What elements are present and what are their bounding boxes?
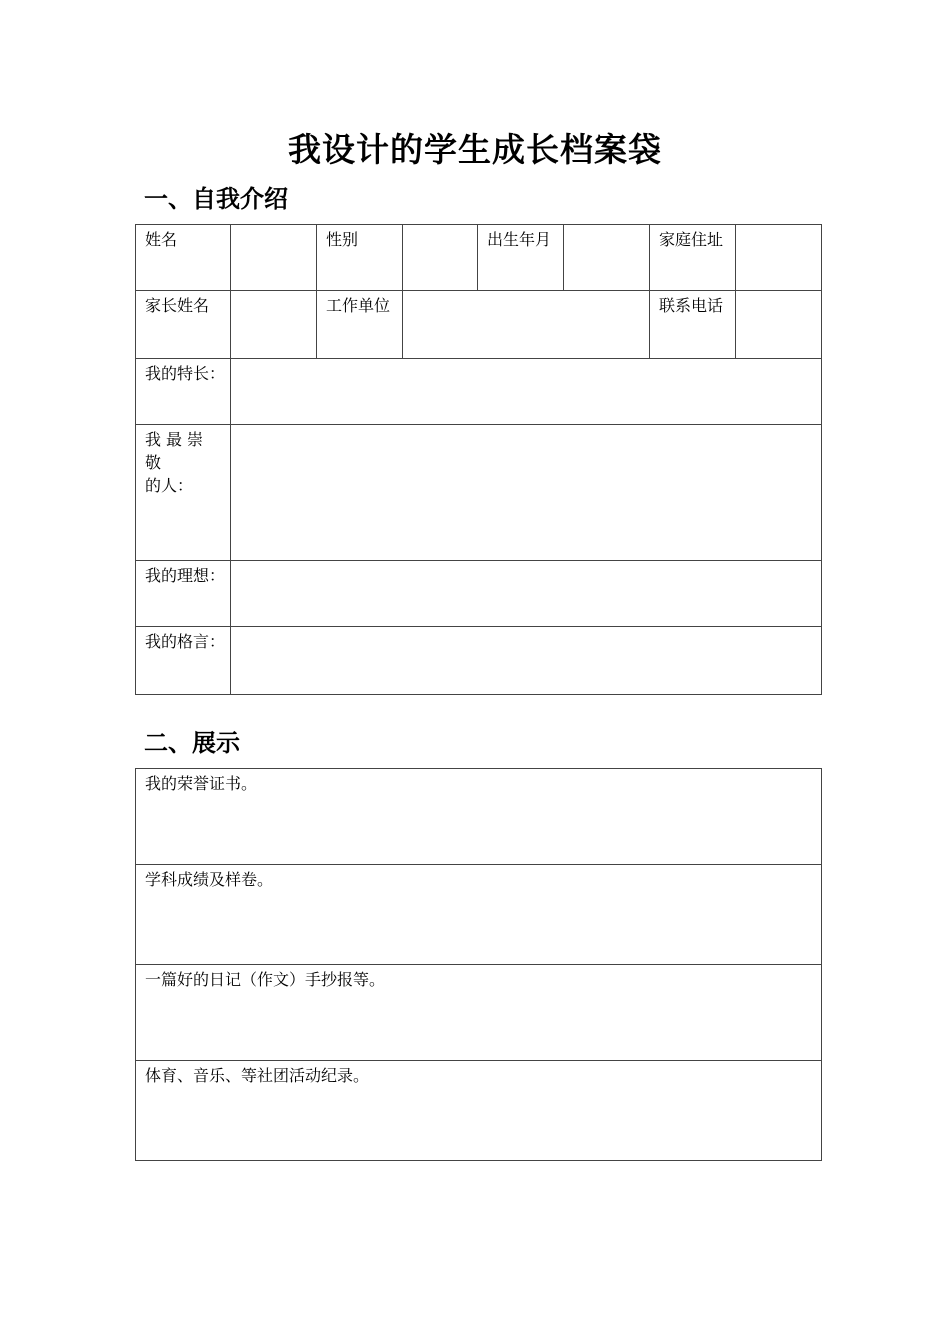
motto-value-cell[interactable] [231, 627, 822, 695]
showcase-table [135, 768, 822, 1161]
admired-person-label-line2: 的人： [145, 476, 194, 495]
motto-label: 我的格言： [136, 627, 231, 695]
parent-name-value-cell[interactable] [231, 291, 317, 359]
phone-value-cell[interactable] [736, 291, 822, 359]
showcase-item-honor-certificates[interactable]: 我的荣誉证书。 [136, 769, 822, 865]
work-unit-value-cell[interactable] [403, 291, 650, 359]
self-intro-table [135, 224, 822, 695]
phone-label: 联系电话 [650, 291, 736, 359]
ideal-value-cell[interactable] [231, 561, 822, 627]
name-label: 姓名 [136, 225, 231, 291]
section-heading-self-intro: 一、自我介绍 [144, 185, 288, 213]
birth-value-cell[interactable] [564, 225, 650, 291]
showcase-item-grades-and-papers[interactable]: 学科成绩及样卷。 [136, 865, 822, 965]
admired-person-value-cell[interactable] [231, 425, 822, 561]
parent-name-label: 家长姓名 [136, 291, 231, 359]
ideal-label: 我的理想： [136, 561, 231, 627]
admired-person-label-line1: 我最崇敬 [145, 430, 209, 472]
birth-label: 出生年月 [478, 225, 564, 291]
work-unit-label: 工作单位 [317, 291, 403, 359]
page-title: 我设计的学生成长档案袋 [288, 130, 662, 169]
showcase-item-diary-essay[interactable]: 一篇好的日记（作文）手抄报等。 [136, 965, 822, 1061]
section-heading-showcase: 二、展示 [144, 729, 240, 757]
specialty-label: 我的特长： [136, 359, 231, 425]
admired-person-label [136, 425, 231, 561]
gender-label: 性别 [317, 225, 403, 291]
address-label: 家庭住址 [650, 225, 736, 291]
address-value-cell[interactable] [736, 225, 822, 291]
showcase-item-club-activities[interactable]: 体育、音乐、等社团活动纪录。 [136, 1061, 822, 1161]
specialty-value-cell[interactable] [231, 359, 822, 425]
name-value-cell[interactable] [231, 225, 317, 291]
gender-value-cell[interactable] [403, 225, 478, 291]
